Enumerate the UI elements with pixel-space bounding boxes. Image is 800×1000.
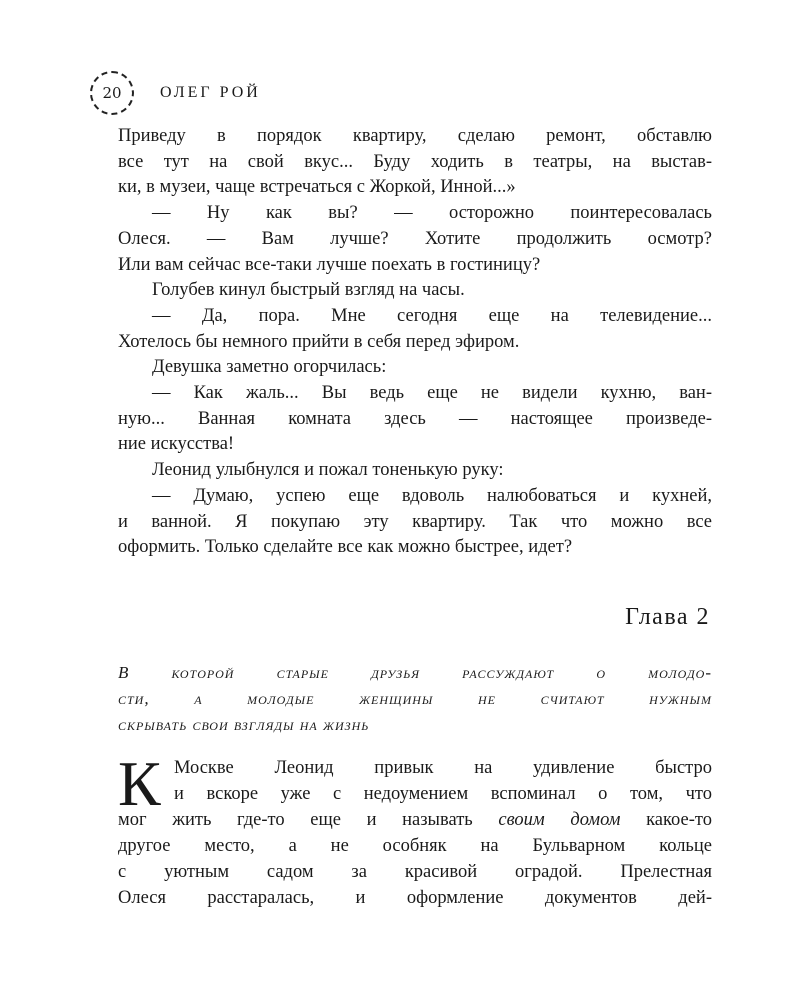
page-header [90, 70, 261, 116]
text-line: Голубев кинул быстрый взгляд на часы. [152, 280, 465, 301]
text-line: ную... Ванная комната здесь — настоящее произведе- [118, 408, 712, 429]
text-line: — Ну как вы? — осторожно поинтересовалась [152, 203, 712, 224]
text-line: Приведу в порядок квартиру, сделаю ремонт, обставлю [118, 126, 712, 146]
text-fragment: какое-то [620, 809, 712, 830]
running-head-author: ОЛЕГ РОЙ [160, 84, 261, 101]
text-line: другое место, а не особняк на Бульварном кольце [118, 835, 712, 856]
text-line: все тут на свой вкус... Буду ходить в театры, на выстав- [118, 151, 712, 172]
continued-text [118, 124, 712, 561]
text-line: Или вам сейчас все-таки лучше поехать в гостиницу? [118, 254, 541, 275]
text-line: ние искусства! [118, 434, 235, 455]
text-line: ки, в музеи, чаще встречаться с Жоркой, Инной...» [118, 177, 516, 198]
chapter-body [118, 748, 712, 911]
drop-cap: К [118, 748, 161, 819]
text-line: Олеся. — Вам лучше? Хотите продолжить осмотр? [118, 228, 712, 249]
chapter-epigraph [118, 660, 712, 738]
text-line: Леонид улыбнулся и пожал тоненькую руку: [152, 460, 504, 481]
text-line: — Как жаль... Вы ведь еще не видели кухню, ван- [152, 383, 712, 404]
text-line: Москве Леонид привык на удивление быстро [174, 758, 712, 778]
text-line: с уютным садом за красивой оградой. Прелестная [118, 861, 712, 882]
text-fragment: мог жить где-то еще и называть [118, 809, 499, 830]
epigraph-line: сти, а молодые женщины не считают нужным [118, 689, 712, 708]
emphasized-text: своим домом [498, 809, 621, 830]
text-line [118, 808, 712, 834]
text-line: и вскоре уже с недоумением вспоминал о том, что [174, 783, 712, 804]
text-line: — Да, пора. Мне сегодня еще на телевидение... [152, 305, 712, 326]
text-line: оформить. Только сделайте все как можно быстрее, идет? [118, 537, 573, 558]
text-line: Девушка заметно огорчилась: [152, 357, 387, 378]
text-line: Олеся расстаралась, и оформление документов дей- [118, 887, 712, 908]
epigraph-line: В которой старые друзья рассуждают о молодо- [118, 663, 712, 682]
text-line: — Думаю, успею еще вдоволь налюбоваться и кухней, [152, 485, 712, 506]
chapter-title: Глава 2 [625, 604, 710, 630]
epigraph-line: скрывать свои взгляды на жизнь [118, 715, 370, 734]
page-number: 20 [90, 71, 134, 115]
text-line: Хотелось бы немного прийти в себя перед эфиром. [118, 331, 520, 352]
text-line: и ванной. Я покупаю эту квартиру. Так что можно все [118, 511, 712, 532]
